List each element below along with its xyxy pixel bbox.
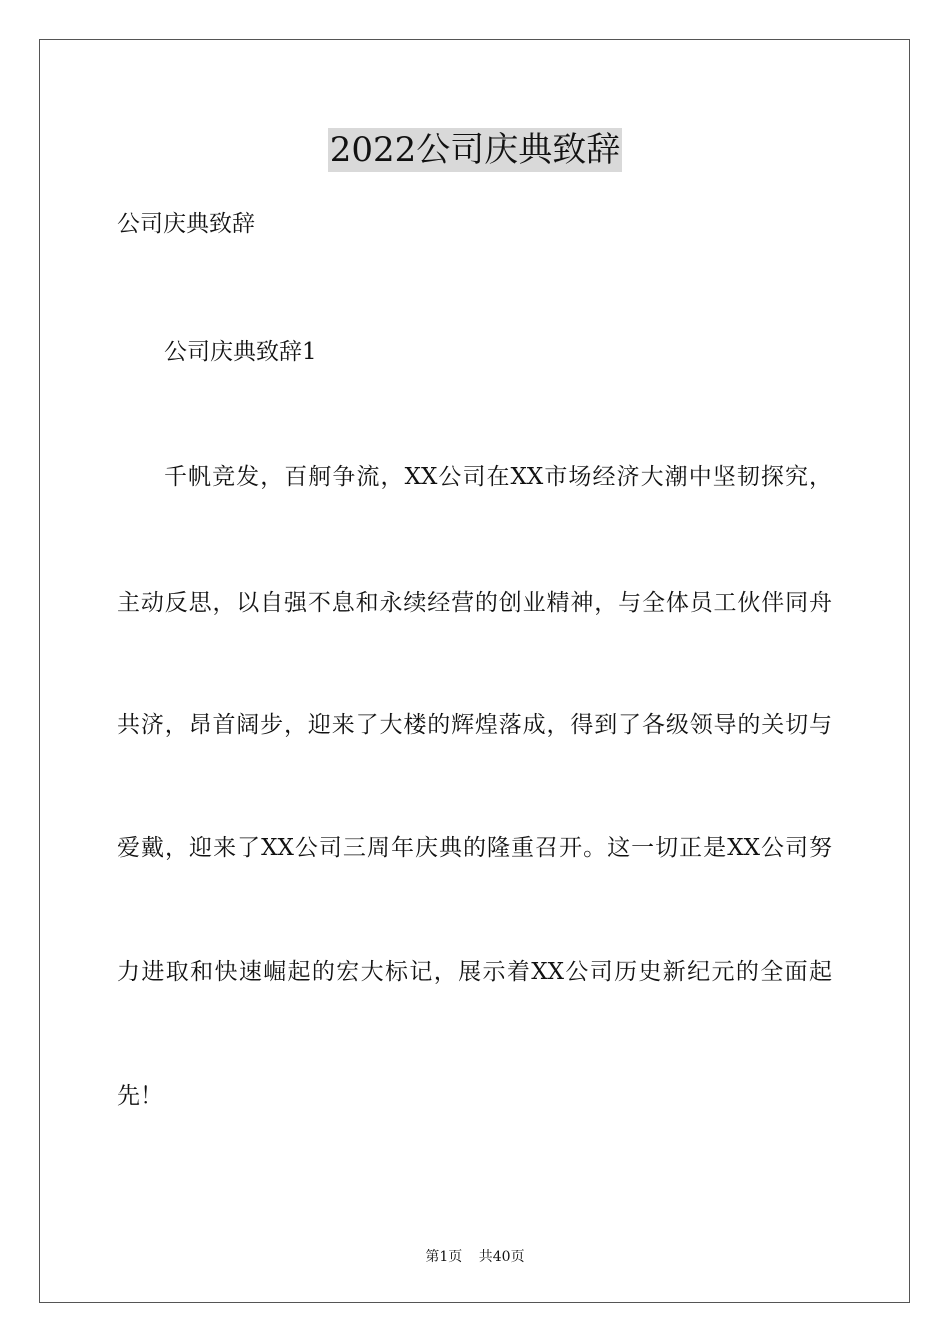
- page-number: 第1页: [425, 1249, 463, 1265]
- body-line-5: 力进取和快速崛起的宏大标记，展示着XX公司历史新纪元的全面起: [117, 959, 832, 985]
- body-line-3: 共济，昂首阔步，迎来了大楼的辉煌落成，得到了各级领导的关切与: [117, 712, 832, 738]
- document-title: [0, 128, 950, 172]
- body-line-4: 爱戴，迎来了XX公司三周年庆典的隆重召开。这一切正是XX公司努: [117, 835, 832, 861]
- document-title-text: 2022公司庆典致辞: [329, 130, 621, 170]
- section-heading: 公司庆典致辞1: [164, 339, 317, 365]
- page-total: 共40页: [478, 1249, 525, 1265]
- document-subtitle: 公司庆典致辞: [117, 211, 255, 237]
- body-line-6: 先！: [117, 1083, 163, 1109]
- body-line-1: 千帆竞发，百舸争流，XX公司在XX市场经济大潮中坚韧探究，: [164, 464, 832, 490]
- page-footer: [0, 1247, 950, 1267]
- body-line-2: 主动反思，以自强不息和永续经营的创业精神，与全体员工伙伴同舟: [117, 590, 832, 616]
